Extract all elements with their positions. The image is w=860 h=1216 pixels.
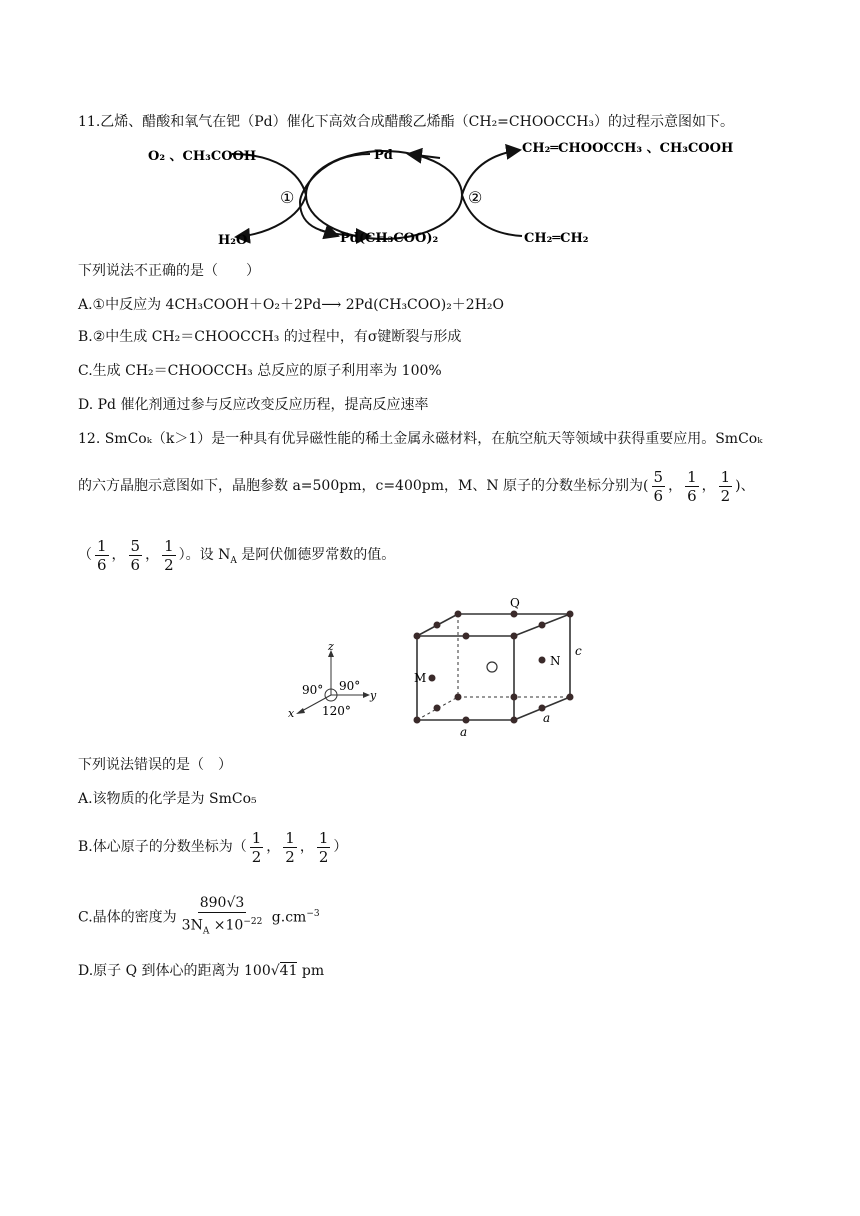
- label-pd: Pd: [374, 148, 393, 163]
- cycle-ellipse: [306, 151, 462, 239]
- label-m: M: [414, 671, 427, 685]
- angle-90-right: 90°: [339, 679, 361, 693]
- q12-option-a: A.该物质的化学是为 SmCo₅: [78, 791, 257, 807]
- radical-sign: √: [270, 963, 280, 979]
- q11-prompt: 下列说法不正确的是（ ）: [78, 263, 260, 279]
- frac-density: $\frac{890√3}{3N_A \times 10^{-22}}$: [181, 895, 263, 937]
- label-out-right: CH₂═CHOOCCH₃ 、CH₃COOH: [522, 141, 734, 156]
- label-step1: ①: [280, 188, 295, 207]
- frac-n-y: $\frac{5}{6}$: [130, 536, 141, 574]
- frac-b-x: $\frac{1}{2}$: [251, 828, 262, 866]
- q11-stem: 11.乙烯、醋酸和氧气在钯（Pd）催化下高效合成醋酸乙烯酯（CH₂=CHOOCCH₃）的过程示意图如下。: [78, 114, 735, 130]
- label-in-left: O₂ 、CH₃COOH: [148, 149, 257, 164]
- q12-line3: （ $\frac{1}{6}$ ， $\frac{5}{6}$ ， $\frac{1}{2}$ ）。设 $N_A$ 是阿伏伽德罗常数的值。: [78, 536, 396, 574]
- label-out-left: H₂O: [218, 233, 248, 248]
- hexagonal-unit-cell: [400, 590, 600, 740]
- q12-option-d: D.原子 Q 到体心的距离为 100√41 pm: [78, 963, 325, 979]
- label-n: N: [550, 654, 561, 668]
- q11-option-c: C.生成 CH₂＝CHOOCCH₃ 总反应的原子利用率为 100%: [78, 363, 442, 379]
- label-c: c: [575, 644, 582, 658]
- frac-n-z: $\frac{1}{2}$: [164, 536, 174, 574]
- axis-y-label: y: [370, 689, 377, 702]
- label-pd-acetate: Pd(CH₃COO)₂: [340, 231, 439, 246]
- q12-option-c: C.晶体的密度为 $\frac{890√3}{3N_A \times 10^{-22}}$ $g.cm^{-3}$: [78, 892, 320, 940]
- label-a-side: a: [543, 711, 551, 725]
- q12-line2-text: 的六方晶胞示意图如下，晶胞参数 a=500pm，c=400pm，M、N 原子的分数坐标分别为(: [78, 478, 649, 494]
- axes-diagram: [282, 640, 382, 725]
- q11-option-a: A.①中反应为 4CH₃COOH＋O₂＋2Pd⟶ 2Pd(CH₃COO)₂＋2H₂O: [78, 297, 505, 313]
- frac-m-z: $\frac{1}{2}$: [720, 467, 731, 505]
- axis-x-label: x: [288, 707, 295, 720]
- axis-z-label: z: [328, 640, 334, 653]
- q12-prompt: 下列说法错误的是（ ）: [78, 757, 232, 773]
- q12-line2: 的六方晶胞示意图如下，晶胞参数 a=500pm，c=400pm，M、N 原子的分数坐标分别为( $\frac{5}{6}$ ， $\frac{1}{6}$ ， $\frac{1}{2}$ )、: [78, 467, 755, 505]
- q11-option-d: D. Pd 催化剂通过参与反应改变反应历程，提高反应速率: [78, 397, 429, 413]
- label-in-right: CH₂═CH₂: [524, 231, 589, 246]
- left-out-arrow: [236, 195, 306, 237]
- frac-b-z: $\frac{1}{2}$: [318, 828, 329, 866]
- body-center-atom: [487, 662, 497, 672]
- q12-line1: 12. SmCoₖ（k＞1）是一种具有优异磁性能的稀土金属永磁材料，在航空航天等领域中获得重要应用。SmCoₖ: [78, 431, 763, 447]
- q12-line2-end: )、: [735, 478, 755, 494]
- frac-b-y: $\frac{1}{2}$: [285, 828, 295, 866]
- angle-120: 120°: [322, 704, 351, 718]
- frac-m-x: $\frac{5}{6}$: [653, 467, 664, 505]
- q11-option-b: B.②中生成 CH₂＝CHOOCCH₃ 的过程中，有σ键断裂与形成: [78, 329, 462, 345]
- q12-option-b: B.体心原子的分数坐标为（ $\frac{1}{2}$ ， $\frac{1}{2}$ ， $\frac{1}{2}$ ）: [78, 828, 348, 866]
- radicand: 41: [279, 963, 298, 979]
- frac-m-y: $\frac{1}{6}$: [687, 467, 697, 505]
- catalytic-cycle-diagram: [140, 132, 740, 254]
- frac-n-x: $\frac{1}{6}$: [97, 536, 107, 574]
- label-a-front: a: [460, 725, 468, 739]
- angle-90-left: 90°: [302, 683, 324, 697]
- label-step2: ②: [468, 188, 483, 207]
- label-q: Q: [510, 596, 520, 610]
